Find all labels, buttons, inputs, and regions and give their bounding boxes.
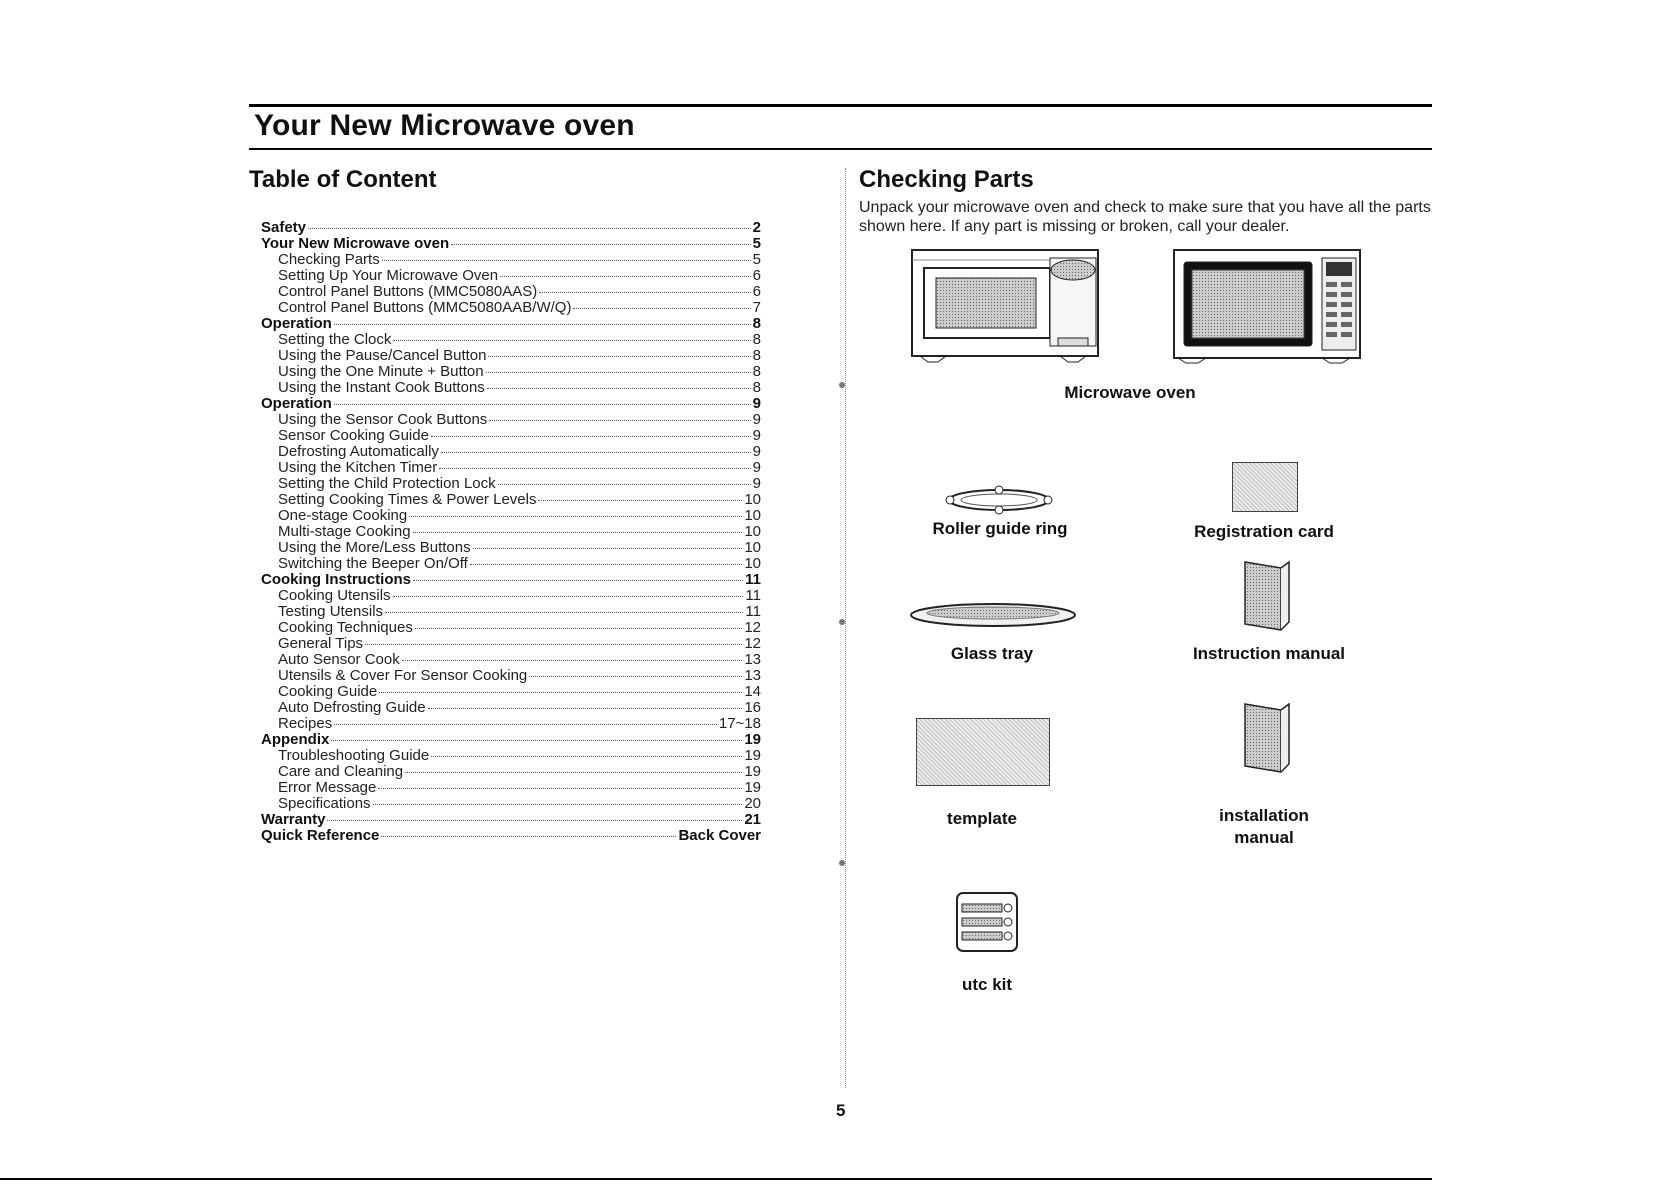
toc-entry-page: 13 [744,668,761,684]
toc-entry-page: 12 [744,620,761,636]
toc-entry [261,764,761,780]
toc-entry-label: Multi-stage Cooking [278,524,411,540]
toc-dot-leader [327,820,742,821]
toc-entry-page: 9 [752,428,761,444]
toc-entry-label: Specifications [278,796,371,812]
toc-entry-label: Control Panel Buttons (MMC5080AAS) [278,284,538,300]
toc-dot-leader [529,676,742,677]
column-divider [845,168,846,1088]
toc-entry [261,364,761,380]
toc-entry-label: One-stage Cooking [278,508,408,524]
toc-dot-leader [500,276,751,277]
toc-entry-page: 19 [744,764,761,780]
toc-entry [261,716,761,732]
toc-dot-leader [489,420,750,421]
toc-entry [261,588,761,604]
label-roller-guide-ring: Roller guide ring [932,519,1068,538]
toc-dot-leader [409,516,742,517]
label-installation-manual-line1: installation [1219,806,1309,825]
toc-dot-leader [413,580,743,581]
footer-rule [0,1178,1432,1180]
toc-entry-page: 10 [744,524,761,540]
toc-entry [261,700,761,716]
toc-entry-label: Setting the Clock [278,332,392,348]
label-microwave-oven: Microwave oven [1064,383,1196,402]
toc-entry [261,668,761,684]
binder-hole-mark [839,619,845,625]
toc-entry-page: 10 [744,556,761,572]
checking-parts-intro: Unpack your microwave oven and check to make sure that you have all the parts shown here. If any part is missing or broken, call your dealer. [859,199,1431,235]
toc-dot-leader [334,324,751,325]
toc-entry-label: Using the Kitchen Timer [278,460,438,476]
toc-entry [261,556,761,572]
label-template: template [947,809,1017,828]
toc-dot-leader [382,260,751,261]
toc-entry-label: Operation [261,396,332,412]
toc-entry-page: 8 [752,348,761,364]
toc-dot-leader [402,660,743,661]
toc-entry [261,300,761,316]
toc-entry-label: Using the Sensor Cook Buttons [278,412,488,428]
toc-dot-leader [381,836,676,837]
instruction-manual-illustration [1241,558,1293,634]
installation-manual-illustration [1241,700,1293,776]
toc-entry-label: Auto Defrosting Guide [278,700,426,716]
toc-entry-label: Testing Utensils [278,604,384,620]
toc-entry-page: 8 [752,332,761,348]
toc-entry [261,444,761,460]
toc-entry-label: Setting Cooking Times & Power Levels [278,492,537,508]
toc-entry-page: 6 [752,268,761,284]
toc-entry-label: Cooking Techniques [278,620,413,636]
toc-entry-page: 21 [744,812,761,828]
toc-entry [261,380,761,396]
microwave-oven-illustration-1 [910,248,1100,366]
registration-card-illustration [1232,462,1298,512]
toc-entry-label: Cooking Instructions [261,572,411,588]
toc-entry-page: 20 [744,796,761,812]
toc-entry-page: 10 [744,492,761,508]
toc-entry-label: Using the Pause/Cancel Button [278,348,487,364]
toc-entry [261,396,761,412]
toc-entry [261,636,761,652]
toc-entry [261,268,761,284]
toc-entry [261,684,761,700]
toc-dot-leader [331,740,742,741]
toc-entry [261,796,761,812]
toc-entry-page: 19 [744,748,761,764]
utc-kit-illustration [954,890,1020,954]
toc-entry [261,780,761,796]
toc-list [261,220,761,844]
toc-entry [261,652,761,668]
toc-entry-page: Back Cover [678,828,761,844]
binder-hole-mark [839,382,845,388]
toc-dot-leader [379,692,742,693]
toc-entry-page: 6 [752,284,761,300]
toc-entry-label: Quick Reference [261,828,380,844]
toc-dot-leader [393,340,750,341]
toc-dot-leader [365,644,742,645]
toc-entry-label: Auto Sensor Cook [278,652,400,668]
toc-dot-leader [431,436,751,437]
toc-dot-leader [486,372,751,373]
label-registration-card: Registration card [1194,522,1334,541]
toc-entry-label: Your New Microwave oven [261,236,450,252]
toc-dot-leader [373,804,743,805]
toc-dot-leader [488,356,750,357]
binder-hole-mark [839,860,845,866]
label-installation-manual-line2: manual [1234,828,1294,847]
toc-entry-label: Defrosting Automatically [278,444,439,460]
toc-entry-label: Using the Instant Cook Buttons [278,380,485,396]
toc-entry-page: 12 [744,636,761,652]
toc-entry-label: Using the More/Less Buttons [278,540,471,556]
toc-entry-page: 9 [752,444,761,460]
toc-entry [261,236,761,252]
toc-entry-page: 10 [744,508,761,524]
toc-dot-leader [405,772,742,773]
toc-entry-page: 11 [745,588,761,604]
toc-dot-leader [498,484,751,485]
toc-entry-page: 14 [744,684,761,700]
glass-tray-illustration [908,601,1078,631]
label-installation-manual [1164,805,1364,849]
toc-entry [261,828,761,844]
toc-entry-label: Recipes [278,716,333,732]
checking-parts-heading: Checking Parts [859,166,1034,193]
toc-entry-page: 16 [744,700,761,716]
page-title: Your New Microwave oven [254,109,635,142]
toc-entry-label: Using the One Minute + Button [278,364,484,380]
toc-entry-page: 2 [752,220,761,236]
toc-entry [261,732,761,748]
toc-entry-page: 9 [752,476,761,492]
toc-entry [261,812,761,828]
toc-dot-leader [378,788,742,789]
toc-entry [261,540,761,556]
toc-entry-page: 8 [752,316,761,332]
template-illustration [916,718,1050,786]
toc-entry-label: Cooking Guide [278,684,378,700]
toc-entry [261,620,761,636]
toc-entry [261,572,761,588]
toc-entry-label: Checking Parts [278,252,380,268]
toc-entry [261,524,761,540]
toc-entry-label: Cooking Utensils [278,588,391,604]
toc-dot-leader [439,468,750,469]
toc-dot-leader [415,628,742,629]
toc-dot-leader [431,756,742,757]
toc-heading: Table of Content [249,166,437,193]
toc-dot-leader [428,708,743,709]
toc-entry-page: 5 [752,252,761,268]
toc-entry [261,332,761,348]
toc-entry-label: General Tips [278,636,364,652]
toc-entry-label: Setting the Child Protection Lock [278,476,496,492]
toc-entry-page: 11 [745,572,761,588]
toc-entry [261,460,761,476]
toc-entry-label: Safety [261,220,307,236]
toc-entry-label: Control Panel Buttons (MMC5080AAB/W/Q) [278,300,572,316]
toc-entry [261,476,761,492]
toc-dot-leader [334,724,717,725]
toc-entry-label: Care and Cleaning [278,764,404,780]
toc-entry [261,252,761,268]
toc-entry [261,412,761,428]
toc-dot-leader [487,388,751,389]
toc-dot-leader [470,564,742,565]
toc-dot-leader [451,244,751,245]
toc-entry-page: 13 [744,652,761,668]
toc-entry-label: Troubleshooting Guide [278,748,430,764]
toc-dot-leader [385,612,743,613]
toc-entry [261,428,761,444]
toc-entry [261,492,761,508]
toc-entry [261,604,761,620]
toc-entry-label: Error Message [278,780,377,796]
toc-entry [261,220,761,236]
toc-entry-page: 9 [752,460,761,476]
toc-dot-leader [393,596,744,597]
toc-entry-label: Switching the Beeper On/Off [278,556,468,572]
toc-entry [261,284,761,300]
toc-dot-leader [538,500,742,501]
toc-dot-leader [308,228,751,229]
toc-entry [261,348,761,364]
toc-dot-leader [473,548,743,549]
toc-entry [261,316,761,332]
toc-dot-leader [539,292,750,293]
toc-entry-label: Sensor Cooking Guide [278,428,429,444]
toc-dot-leader [413,532,743,533]
toc-entry [261,508,761,524]
toc-entry-label: Setting Up Your Microwave Oven [278,268,499,284]
roller-guide-ring-illustration [944,484,1054,520]
toc-entry-page: 8 [752,364,761,380]
toc-dot-leader [441,452,751,453]
toc-entry-page: 17~18 [718,716,761,732]
toc-entry-page: 9 [752,412,761,428]
label-utc-kit: utc kit [961,975,1013,994]
toc-entry-page: 7 [752,300,761,316]
toc-entry-page: 10 [744,540,761,556]
page-number: 5 [836,1101,846,1120]
toc-entry-label: Warranty [261,812,326,828]
toc-entry [261,748,761,764]
toc-entry-page: 11 [745,604,761,620]
label-instruction-manual: Instruction manual [1192,644,1346,663]
toc-dot-leader [573,308,750,309]
label-glass-tray: Glass tray [950,644,1034,663]
toc-dot-leader [334,404,751,405]
toc-entry-label: Appendix [261,732,330,748]
toc-entry-page: 8 [752,380,761,396]
header-bottom-rule [249,148,1432,150]
toc-entry-page: 19 [744,780,761,796]
toc-entry-label: Utensils & Cover For Sensor Cooking [278,668,528,684]
toc-entry-page: 9 [752,396,761,412]
microwave-oven-illustration-2 [1172,248,1362,366]
toc-entry-label: Operation [261,316,332,332]
toc-entry-page: 5 [752,236,761,252]
header-top-rule [249,104,1432,107]
toc-entry-page: 19 [744,732,761,748]
